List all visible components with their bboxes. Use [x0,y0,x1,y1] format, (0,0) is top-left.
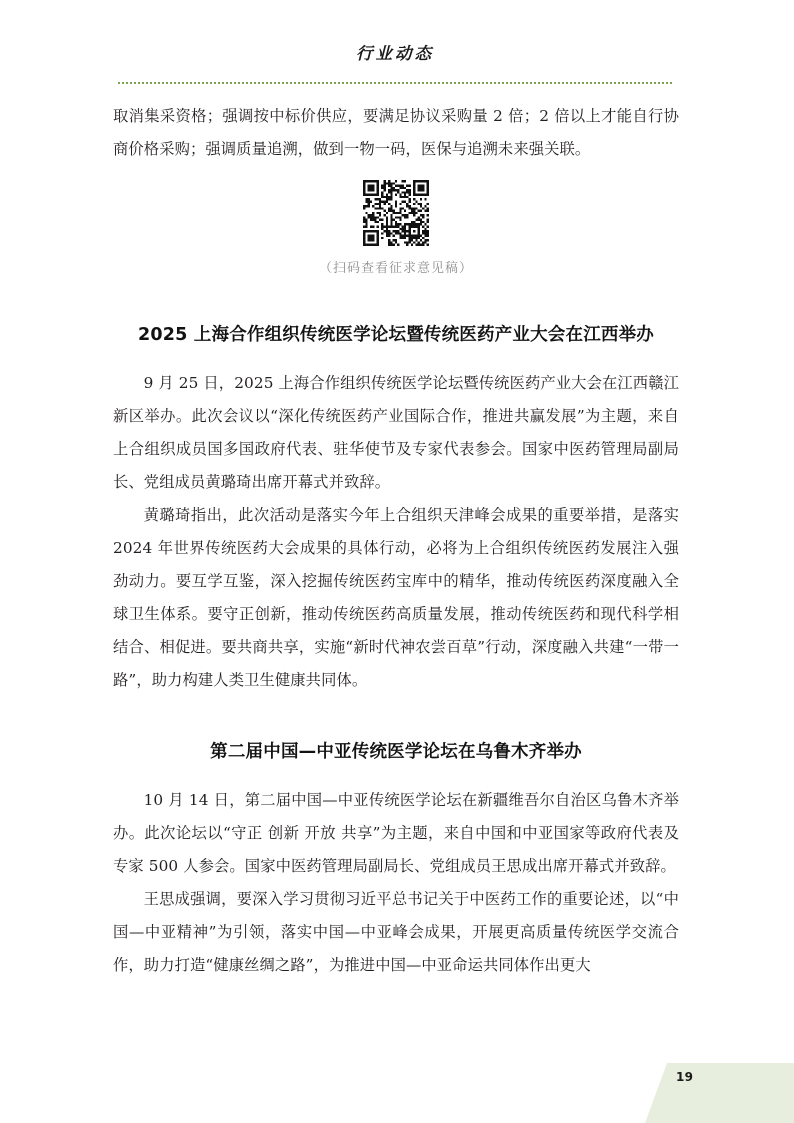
qr-caption: （扫码查看征求意见稿） [318,261,473,276]
section-heading-2: 第二届中国—中亚传统医学论坛在乌鲁木齐举办 [210,741,582,762]
qr-code-image[interactable] [363,180,429,246]
spacer [113,697,679,741]
page-number: 19 [676,1070,694,1084]
header-divider-rule [118,82,672,84]
qr-block [113,180,679,278]
running-header [118,46,672,88]
section-heading-1: 2025 上海合作组织传统医学论坛暨传统医药产业大会在江西举办 [138,325,654,346]
content-column [113,100,679,982]
intro-paragraph: 取消集采资格；强调按中标价供应，要满足协议采购量 2 倍；2 倍以上才能自行协商价格采购；强调质量追溯，做到一物一码，医保与追溯未来强关联。 [113,107,679,158]
section-1-paragraph-1: 9 月 25 日，2025 上海合作组织传统医学论坛暨传统医药产业大会在江西赣江新区举办。此次会议以“深化传统医药产业国际合作，推进共赢发展”为主题，来自上合组织成员国多国政府代表、驻华使节及专家代表参会。国家中医药管理局副局长、党组成员黄璐琦出席开幕式并致辞。 [113,373,679,491]
header-title: 行业动态 [356,44,434,63]
spacer [113,764,679,784]
section-1-paragraph-2: 黄璐琦指出，此次活动是落实今年上合组织天津峰会成果的重要举措，是落实 2024 年世界传统医药大会成果的具体行动，必将为上合组织传统医药发展注入强劲动力。要互学互鉴，深入挖掘传统医药宝库中的精华，推动传统医药深度融入全球卫生体系。要守正创新，推动传统医药高质量发展，推动传统医药和现代科学相结合、相促进。要共商共享，实施“新时代神农尝百草”行动，深度融入共建“一带一路”，助力构建人类卫生健康共同体。 [113,505,679,689]
footer-decoration [645,1063,794,1123]
spacer [113,347,679,367]
section-2-paragraph-1: 10 月 14 日，第二届中国—中亚传统医学论坛在新疆维吾尔自治区乌鲁木齐举办。此次论坛以“守正 创新 开放 共享”为主题，来自中国和中亚国家等政府代表及专家 500 人参会。国家中医药管理局副局长、党组成员王思成出席开幕式并致辞。 [113,790,679,875]
section-2-paragraph-2: 王思成强调，要深入学习贯彻习近平总书记关于中医药工作的重要论述，以“中国—中亚精神”为引领，落实中国—中亚峰会成果，开展更高质量传统医学交流合作，助力打造“健康丝绸之路”，为推进中国—中亚命运共同体作出更大 [113,889,679,974]
spacer [113,278,679,324]
